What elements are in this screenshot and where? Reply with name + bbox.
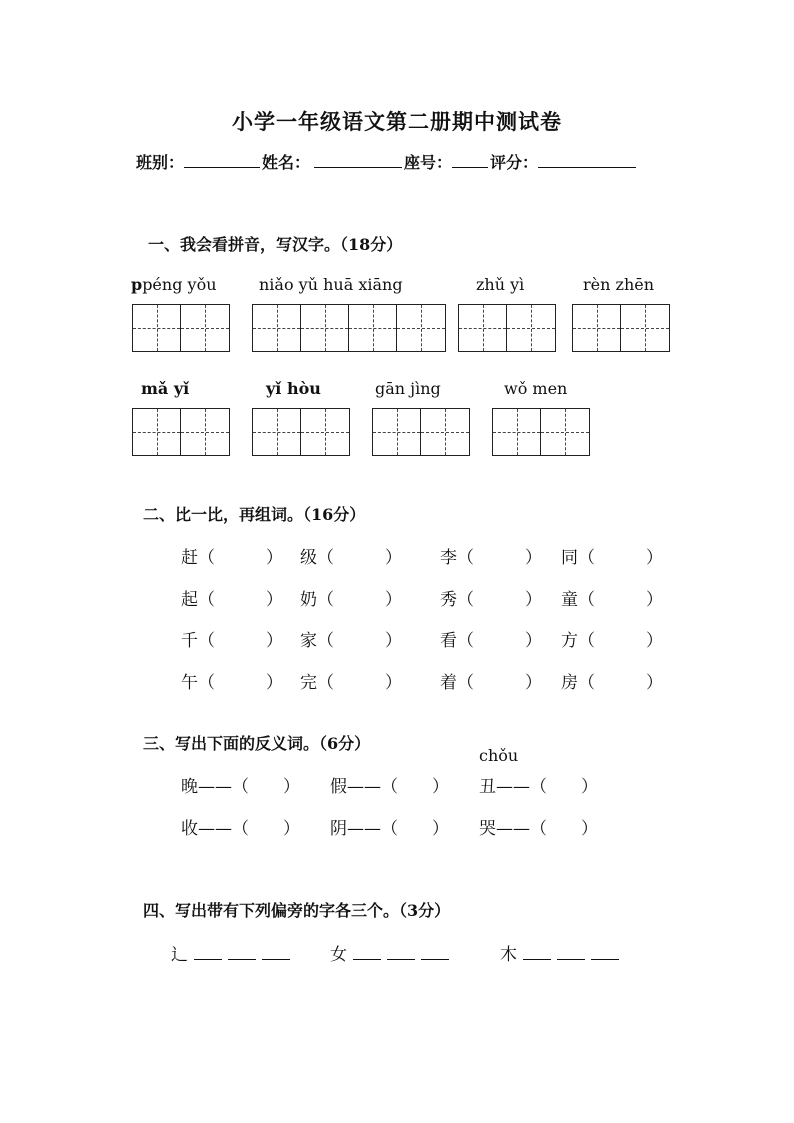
compare-item[interactable]: 级（ ） [300,548,402,568]
section-4-heading: 四、写出带有下列偏旁的字各三个。（3分） [143,901,451,920]
writing-grid[interactable] [252,408,350,456]
pinyin-note: chǒu [479,746,519,765]
section-3-heading: 三、写出下面的反义词。（6分） [143,734,371,753]
answer-blank[interactable] [523,945,551,960]
compare-item[interactable]: 看（ ） [440,631,542,651]
compare-item[interactable]: 起（ ） [181,590,283,610]
writing-grid[interactable] [492,408,590,456]
pinyin-label: zhǔ yì [476,275,525,294]
writing-grid[interactable] [372,408,470,456]
radical-item: 木 [500,940,619,965]
student-info-line [136,150,638,173]
antonym-item[interactable]: 晚——（ ） [181,777,300,797]
compare-item[interactable]: 奶（ ） [300,590,402,610]
pinyin-label: rèn zhēn [583,275,655,294]
compare-item[interactable]: 秀（ ） [440,590,542,610]
compare-item[interactable]: 家（ ） [300,631,402,651]
compare-item[interactable]: 房（ ） [561,673,663,693]
writing-grid[interactable] [252,304,446,352]
name-label: 姓名： [262,153,311,172]
section-1-heading: 一、我会看拼音，写汉字。（18分） [148,235,403,254]
radical-item: 女 [330,940,449,965]
antonym-item[interactable]: 阴——（ ） [330,819,449,839]
answer-blank[interactable] [194,945,222,960]
answer-blank[interactable] [421,945,449,960]
page-title: 小学一年级语文第二册期中测试卷 [232,109,562,134]
compare-item[interactable]: 同（ ） [561,548,663,568]
pinyin-label: niǎo yǔ huā xiāng [259,275,403,294]
name-field[interactable] [314,151,402,168]
seat-label: 座号： [404,153,453,172]
antonym-item[interactable]: 假——（ ） [330,777,449,797]
compare-item[interactable]: 赶（ ） [181,548,283,568]
compare-item[interactable]: 完（ ） [300,673,402,693]
writing-grid[interactable] [572,304,670,352]
answer-blank[interactable] [353,945,381,960]
seat-field[interactable] [452,151,488,168]
pinyin-label: ppéng yǒu [131,275,217,294]
answer-blank[interactable] [228,945,256,960]
answer-blank[interactable] [387,945,415,960]
pinyin-label: mǎ yǐ [141,379,190,398]
pinyin-label: wǒ men [504,379,568,398]
compare-item[interactable]: 午（ ） [181,673,283,693]
answer-blank[interactable] [557,945,585,960]
pinyin-label: yǐ hòu [266,379,321,398]
compare-item[interactable]: 着（ ） [440,673,542,693]
radical-item: 辶 [171,940,290,965]
writing-grid[interactable] [132,408,230,456]
answer-blank[interactable] [262,945,290,960]
pinyin-label: gān jìng [375,379,441,398]
writing-grid[interactable] [458,304,556,352]
class-label: 班别： [136,153,185,172]
class-field[interactable] [184,151,260,168]
compare-item[interactable]: 千（ ） [181,631,283,651]
section-2-heading: 二、比一比，再组词。（16分） [143,505,366,524]
antonym-item[interactable]: 哭——（ ） [479,819,598,839]
compare-item[interactable]: 童（ ） [561,590,663,610]
compare-item[interactable]: 李（ ） [440,548,542,568]
antonym-item[interactable]: 收——（ ） [181,819,300,839]
compare-item[interactable]: 方（ ） [561,631,663,651]
score-label: 评分： [490,153,539,172]
antonym-item[interactable]: 丑——（ ） [479,777,598,797]
writing-grid[interactable] [132,304,230,352]
score-field[interactable] [538,151,636,168]
answer-blank[interactable] [591,945,619,960]
